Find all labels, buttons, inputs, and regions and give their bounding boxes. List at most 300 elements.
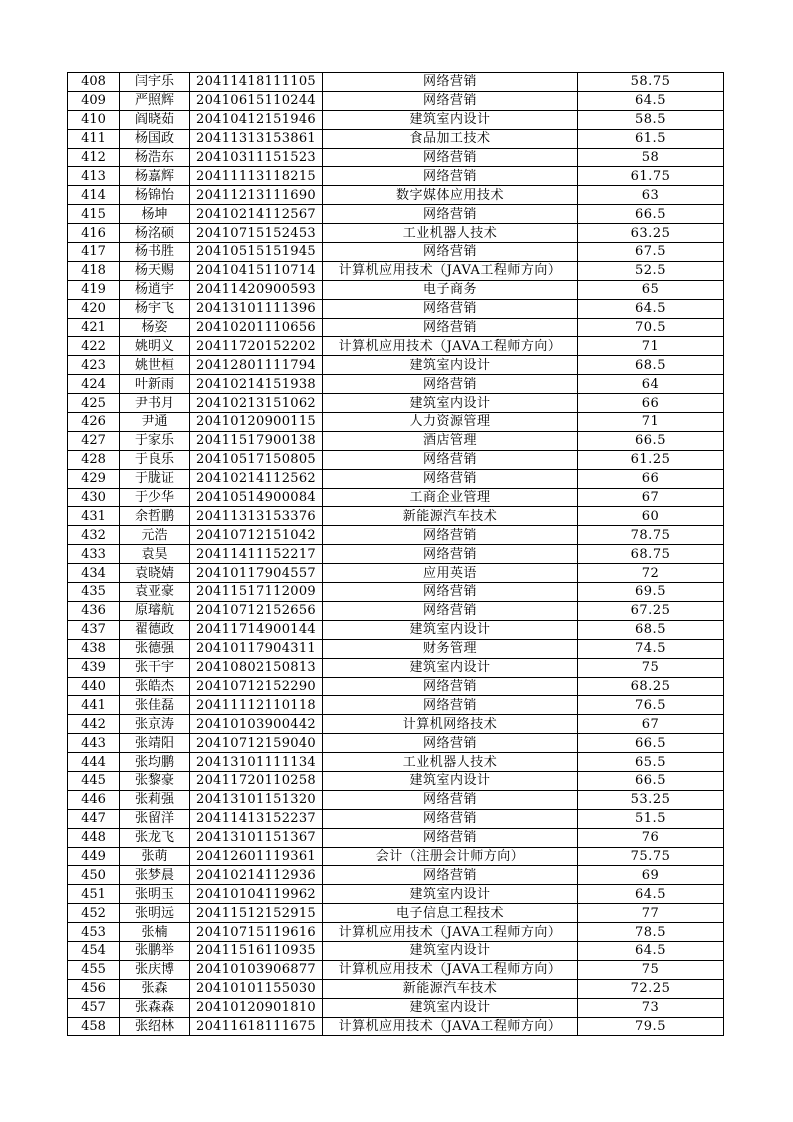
score-cell: 71	[578, 413, 724, 432]
major-cell: 网络营销	[323, 790, 578, 809]
score-cell: 65	[578, 280, 724, 299]
row-number-cell: 433	[68, 545, 120, 564]
table-row	[68, 828, 724, 847]
table-row	[68, 526, 724, 545]
score-cell: 69	[578, 866, 724, 885]
major-cell: 网络营销	[323, 73, 578, 92]
table-row	[68, 677, 724, 696]
table-row	[68, 431, 724, 450]
row-number-cell: 430	[68, 488, 120, 507]
score-cell: 76	[578, 828, 724, 847]
score-cell: 51.5	[578, 809, 724, 828]
major-cell: 食品加工技术	[323, 129, 578, 148]
student-id-cell: 20411517900138	[190, 431, 323, 450]
score-cell: 67.25	[578, 601, 724, 620]
student-id-cell: 20410715119616	[190, 923, 323, 942]
student-name-cell: 张鹏举	[120, 941, 190, 960]
row-number-cell: 441	[68, 696, 120, 715]
score-cell: 66.5	[578, 431, 724, 450]
student-name-cell: 张德强	[120, 639, 190, 658]
student-id-cell: 20411113118215	[190, 167, 323, 186]
table-row	[68, 601, 724, 620]
student-name-cell: 杨坤	[120, 205, 190, 224]
student-id-cell: 20412801111794	[190, 356, 323, 375]
student-id-cell: 20410117904311	[190, 639, 323, 658]
score-cell: 68.5	[578, 620, 724, 639]
table-row	[68, 186, 724, 205]
score-cell: 67	[578, 715, 724, 734]
student-id-cell: 20411720152202	[190, 337, 323, 356]
major-cell: 建筑室内设计	[323, 998, 578, 1017]
major-cell: 网络营销	[323, 866, 578, 885]
major-cell: 网络营销	[323, 545, 578, 564]
table-row	[68, 771, 724, 790]
student-name-cell: 元浩	[120, 526, 190, 545]
student-id-cell: 20410103906877	[190, 960, 323, 979]
table-row	[68, 91, 724, 110]
student-name-cell: 张靖阳	[120, 734, 190, 753]
score-cell: 61.25	[578, 450, 724, 469]
student-name-cell: 杨嘉辉	[120, 167, 190, 186]
student-name-cell: 袁晓婧	[120, 564, 190, 583]
student-id-cell: 20410712159040	[190, 734, 323, 753]
table-row	[68, 129, 724, 148]
major-cell: 网络营销	[323, 91, 578, 110]
student-id-cell: 20410214112936	[190, 866, 323, 885]
row-number-cell: 410	[68, 110, 120, 129]
student-name-cell: 张均鹏	[120, 753, 190, 772]
student-id-cell: 20411418111105	[190, 73, 323, 92]
table-row	[68, 469, 724, 488]
student-name-cell: 张京涛	[120, 715, 190, 734]
major-cell: 电子信息工程技术	[323, 904, 578, 923]
table-row	[68, 790, 724, 809]
major-cell: 酒店管理	[323, 431, 578, 450]
major-cell: 网络营销	[323, 148, 578, 167]
table-row	[68, 337, 724, 356]
student-id-cell: 20412601119361	[190, 847, 323, 866]
student-id-cell: 20411413152237	[190, 809, 323, 828]
student-id-cell: 20410213151062	[190, 394, 323, 413]
row-number-cell: 426	[68, 413, 120, 432]
table-row	[68, 885, 724, 904]
table-row	[68, 205, 724, 224]
major-cell: 网络营销	[323, 469, 578, 488]
table-row	[68, 979, 724, 998]
major-cell: 计算机网络技术	[323, 715, 578, 734]
major-cell: 新能源汽车技术	[323, 979, 578, 998]
student-id-cell: 20410712151042	[190, 526, 323, 545]
major-cell: 网络营销	[323, 696, 578, 715]
row-number-cell: 412	[68, 148, 120, 167]
row-number-cell: 455	[68, 960, 120, 979]
row-number-cell: 448	[68, 828, 120, 847]
row-number-cell: 422	[68, 337, 120, 356]
table-row	[68, 488, 724, 507]
table-row	[68, 167, 724, 186]
major-cell: 计算机应用技术（JAVA工程师方向）	[323, 337, 578, 356]
table-row	[68, 375, 724, 394]
table-row	[68, 356, 724, 375]
major-cell: 网络营销	[323, 526, 578, 545]
student-id-cell: 20410103900442	[190, 715, 323, 734]
row-number-cell: 443	[68, 734, 120, 753]
student-name-cell: 张森森	[120, 998, 190, 1017]
student-id-cell: 20410117904557	[190, 564, 323, 583]
student-name-cell: 袁亚豪	[120, 583, 190, 602]
student-id-cell: 20411213111690	[190, 186, 323, 205]
student-name-cell: 闫宇乐	[120, 73, 190, 92]
score-cell: 72	[578, 564, 724, 583]
table-row	[68, 658, 724, 677]
student-id-cell: 20413101111396	[190, 299, 323, 318]
score-cell: 67	[578, 488, 724, 507]
score-cell: 78.5	[578, 923, 724, 942]
student-id-cell: 20410214112567	[190, 205, 323, 224]
table-row	[68, 413, 724, 432]
table-row	[68, 280, 724, 299]
table-row	[68, 923, 724, 942]
score-cell: 64	[578, 375, 724, 394]
table-row	[68, 809, 724, 828]
score-cell: 64.5	[578, 885, 724, 904]
student-name-cell: 杨浩东	[120, 148, 190, 167]
major-cell: 网络营销	[323, 601, 578, 620]
score-cell: 58	[578, 148, 724, 167]
table-row	[68, 583, 724, 602]
major-cell: 工商企业管理	[323, 488, 578, 507]
student-name-cell: 尹书月	[120, 394, 190, 413]
row-number-cell: 438	[68, 639, 120, 658]
row-number-cell: 449	[68, 847, 120, 866]
row-number-cell: 436	[68, 601, 120, 620]
row-number-cell: 427	[68, 431, 120, 450]
table-row	[68, 394, 724, 413]
table-row	[68, 620, 724, 639]
student-name-cell: 于家乐	[120, 431, 190, 450]
student-id-cell: 20411411152217	[190, 545, 323, 564]
major-cell: 建筑室内设计	[323, 620, 578, 639]
student-name-cell: 张明远	[120, 904, 190, 923]
row-number-cell: 435	[68, 583, 120, 602]
row-number-cell: 408	[68, 73, 120, 92]
row-number-cell: 453	[68, 923, 120, 942]
student-name-cell: 杨书胜	[120, 243, 190, 262]
major-cell: 建筑室内设计	[323, 110, 578, 129]
student-id-cell: 20410104119962	[190, 885, 323, 904]
score-cell: 65.5	[578, 753, 724, 772]
student-name-cell: 姚世桓	[120, 356, 190, 375]
student-name-cell: 杨姿	[120, 318, 190, 337]
student-id-cell: 20410615110244	[190, 91, 323, 110]
row-number-cell: 434	[68, 564, 120, 583]
student-id-cell: 20411112110118	[190, 696, 323, 715]
student-name-cell: 于胧证	[120, 469, 190, 488]
student-id-cell: 20410120900115	[190, 413, 323, 432]
major-cell: 网络营销	[323, 299, 578, 318]
row-number-cell: 444	[68, 753, 120, 772]
table-row	[68, 715, 724, 734]
student-name-cell: 张留洋	[120, 809, 190, 828]
row-number-cell: 439	[68, 658, 120, 677]
major-cell: 计算机应用技术（JAVA工程师方向）	[323, 960, 578, 979]
student-id-cell: 20410715152453	[190, 224, 323, 243]
score-cell: 64.5	[578, 91, 724, 110]
student-id-cell: 20413101111134	[190, 753, 323, 772]
major-cell: 电子商务	[323, 280, 578, 299]
table-row	[68, 243, 724, 262]
student-id-cell: 20411517112009	[190, 583, 323, 602]
table-row	[68, 507, 724, 526]
student-name-cell: 张龙飞	[120, 828, 190, 847]
student-name-cell: 杨锦怡	[120, 186, 190, 205]
score-cell: 63.25	[578, 224, 724, 243]
row-number-cell: 440	[68, 677, 120, 696]
major-cell: 网络营销	[323, 167, 578, 186]
score-cell: 68.75	[578, 545, 724, 564]
student-id-cell: 20410412151946	[190, 110, 323, 129]
row-number-cell: 414	[68, 186, 120, 205]
row-number-cell: 421	[68, 318, 120, 337]
table-row	[68, 73, 724, 92]
student-id-cell: 20413101151320	[190, 790, 323, 809]
major-cell: 建筑室内设计	[323, 885, 578, 904]
row-number-cell: 415	[68, 205, 120, 224]
row-number-cell: 458	[68, 1017, 120, 1036]
major-cell: 建筑室内设计	[323, 394, 578, 413]
student-name-cell: 于良乐	[120, 450, 190, 469]
student-id-cell: 20411313153376	[190, 507, 323, 526]
student-name-cell: 于少华	[120, 488, 190, 507]
major-cell: 网络营销	[323, 205, 578, 224]
table-row	[68, 639, 724, 658]
student-id-cell: 20410712152656	[190, 601, 323, 620]
table-row	[68, 318, 724, 337]
student-name-cell: 张梦晨	[120, 866, 190, 885]
score-cell: 64.5	[578, 941, 724, 960]
score-cell: 72.25	[578, 979, 724, 998]
major-cell: 网络营销	[323, 583, 578, 602]
major-cell: 网络营销	[323, 243, 578, 262]
row-number-cell: 417	[68, 243, 120, 262]
student-name-cell: 张庆博	[120, 960, 190, 979]
major-cell: 网络营销	[323, 450, 578, 469]
student-name-cell: 张佳磊	[120, 696, 190, 715]
table-row	[68, 904, 724, 923]
score-cell: 73	[578, 998, 724, 1017]
student-id-cell: 20413101151367	[190, 828, 323, 847]
student-name-cell: 张楠	[120, 923, 190, 942]
row-number-cell: 446	[68, 790, 120, 809]
row-number-cell: 411	[68, 129, 120, 148]
table-row	[68, 847, 724, 866]
student-name-cell: 杨国政	[120, 129, 190, 148]
student-name-cell: 翟德政	[120, 620, 190, 639]
row-number-cell: 450	[68, 866, 120, 885]
major-cell: 计算机应用技术（JAVA工程师方向）	[323, 1017, 578, 1036]
student-name-cell: 张萌	[120, 847, 190, 866]
student-name-cell: 张黎豪	[120, 771, 190, 790]
student-name-cell: 张皓杰	[120, 677, 190, 696]
row-number-cell: 431	[68, 507, 120, 526]
major-cell: 数字媒体应用技术	[323, 186, 578, 205]
score-cell: 66.5	[578, 771, 724, 790]
row-number-cell: 452	[68, 904, 120, 923]
student-id-cell: 20411420900593	[190, 280, 323, 299]
table-row	[68, 866, 724, 885]
student-id-cell: 20411618111675	[190, 1017, 323, 1036]
score-cell: 69.5	[578, 583, 724, 602]
row-number-cell: 428	[68, 450, 120, 469]
score-cell: 52.5	[578, 261, 724, 280]
row-number-cell: 457	[68, 998, 120, 1017]
score-cell: 76.5	[578, 696, 724, 715]
student-id-cell: 20410415110714	[190, 261, 323, 280]
score-cell: 66.5	[578, 205, 724, 224]
score-cell: 74.5	[578, 639, 724, 658]
row-number-cell: 424	[68, 375, 120, 394]
table-row	[68, 941, 724, 960]
table-row	[68, 696, 724, 715]
major-cell: 计算机应用技术（JAVA工程师方向）	[323, 923, 578, 942]
score-cell: 66.5	[578, 734, 724, 753]
row-number-cell: 425	[68, 394, 120, 413]
row-number-cell: 429	[68, 469, 120, 488]
student-name-cell: 张莉强	[120, 790, 190, 809]
score-table	[67, 72, 724, 1036]
table-row	[68, 1017, 724, 1036]
student-id-cell: 20410214112562	[190, 469, 323, 488]
major-cell: 财务管理	[323, 639, 578, 658]
student-id-cell: 20410120901810	[190, 998, 323, 1017]
row-number-cell: 454	[68, 941, 120, 960]
student-id-cell: 20410514900084	[190, 488, 323, 507]
row-number-cell: 418	[68, 261, 120, 280]
student-name-cell: 余哲鹏	[120, 507, 190, 526]
major-cell: 人力资源管理	[323, 413, 578, 432]
score-cell: 75	[578, 658, 724, 677]
student-name-cell: 袁昊	[120, 545, 190, 564]
score-cell: 68.5	[578, 356, 724, 375]
major-cell: 新能源汽车技术	[323, 507, 578, 526]
score-cell: 70.5	[578, 318, 724, 337]
score-cell: 68.25	[578, 677, 724, 696]
score-cell: 79.5	[578, 1017, 724, 1036]
row-number-cell: 442	[68, 715, 120, 734]
row-number-cell: 416	[68, 224, 120, 243]
score-table-body	[68, 73, 724, 1036]
student-id-cell: 20410101155030	[190, 979, 323, 998]
score-cell: 66	[578, 469, 724, 488]
score-cell: 75	[578, 960, 724, 979]
row-number-cell: 456	[68, 979, 120, 998]
row-number-cell: 432	[68, 526, 120, 545]
student-id-cell: 20411516110935	[190, 941, 323, 960]
score-cell: 61.5	[578, 129, 724, 148]
major-cell: 应用英语	[323, 564, 578, 583]
table-row	[68, 545, 724, 564]
table-row	[68, 148, 724, 167]
major-cell: 计算机应用技术（JAVA工程师方向）	[323, 261, 578, 280]
score-cell: 53.25	[578, 790, 724, 809]
row-number-cell: 419	[68, 280, 120, 299]
major-cell: 网络营销	[323, 677, 578, 696]
row-number-cell: 413	[68, 167, 120, 186]
row-number-cell: 437	[68, 620, 120, 639]
table-row	[68, 450, 724, 469]
student-id-cell: 20411512152915	[190, 904, 323, 923]
student-name-cell: 尹通	[120, 413, 190, 432]
major-cell: 建筑室内设计	[323, 941, 578, 960]
student-name-cell: 姚明义	[120, 337, 190, 356]
score-cell: 60	[578, 507, 724, 526]
student-name-cell: 张干宇	[120, 658, 190, 677]
table-row	[68, 224, 724, 243]
table-row	[68, 734, 724, 753]
student-id-cell: 20411720110258	[190, 771, 323, 790]
student-name-cell: 张绍林	[120, 1017, 190, 1036]
row-number-cell: 447	[68, 809, 120, 828]
table-row	[68, 998, 724, 1017]
student-id-cell: 20410311151523	[190, 148, 323, 167]
score-cell: 78.75	[578, 526, 724, 545]
major-cell: 网络营销	[323, 809, 578, 828]
major-cell: 建筑室内设计	[323, 658, 578, 677]
student-name-cell: 阎晓茹	[120, 110, 190, 129]
student-name-cell: 杨洺硕	[120, 224, 190, 243]
score-cell: 61.75	[578, 167, 724, 186]
student-name-cell: 原璿航	[120, 601, 190, 620]
student-name-cell: 杨逍宇	[120, 280, 190, 299]
major-cell: 网络营销	[323, 734, 578, 753]
row-number-cell: 451	[68, 885, 120, 904]
score-cell: 71	[578, 337, 724, 356]
table-row	[68, 299, 724, 318]
score-cell: 64.5	[578, 299, 724, 318]
score-cell: 67.5	[578, 243, 724, 262]
major-cell: 网络营销	[323, 318, 578, 337]
student-name-cell: 杨宇飞	[120, 299, 190, 318]
score-cell: 58.5	[578, 110, 724, 129]
student-name-cell: 杨天赐	[120, 261, 190, 280]
student-name-cell: 张明玉	[120, 885, 190, 904]
student-name-cell: 严照辉	[120, 91, 190, 110]
score-cell: 63	[578, 186, 724, 205]
table-row	[68, 564, 724, 583]
student-id-cell: 20410214151938	[190, 375, 323, 394]
table-row	[68, 960, 724, 979]
student-id-cell: 20410201110656	[190, 318, 323, 337]
score-cell: 75.75	[578, 847, 724, 866]
student-name-cell: 叶新雨	[120, 375, 190, 394]
score-cell: 77	[578, 904, 724, 923]
table-row	[68, 110, 724, 129]
major-cell: 工业机器人技术	[323, 753, 578, 772]
row-number-cell: 420	[68, 299, 120, 318]
score-cell: 58.75	[578, 73, 724, 92]
row-number-cell: 423	[68, 356, 120, 375]
table-row	[68, 753, 724, 772]
table-row	[68, 261, 724, 280]
student-id-cell: 20410712152290	[190, 677, 323, 696]
major-cell: 工业机器人技术	[323, 224, 578, 243]
student-id-cell: 20410517150805	[190, 450, 323, 469]
major-cell: 网络营销	[323, 828, 578, 847]
major-cell: 建筑室内设计	[323, 771, 578, 790]
score-cell: 66	[578, 394, 724, 413]
row-number-cell: 409	[68, 91, 120, 110]
student-name-cell: 张森	[120, 979, 190, 998]
